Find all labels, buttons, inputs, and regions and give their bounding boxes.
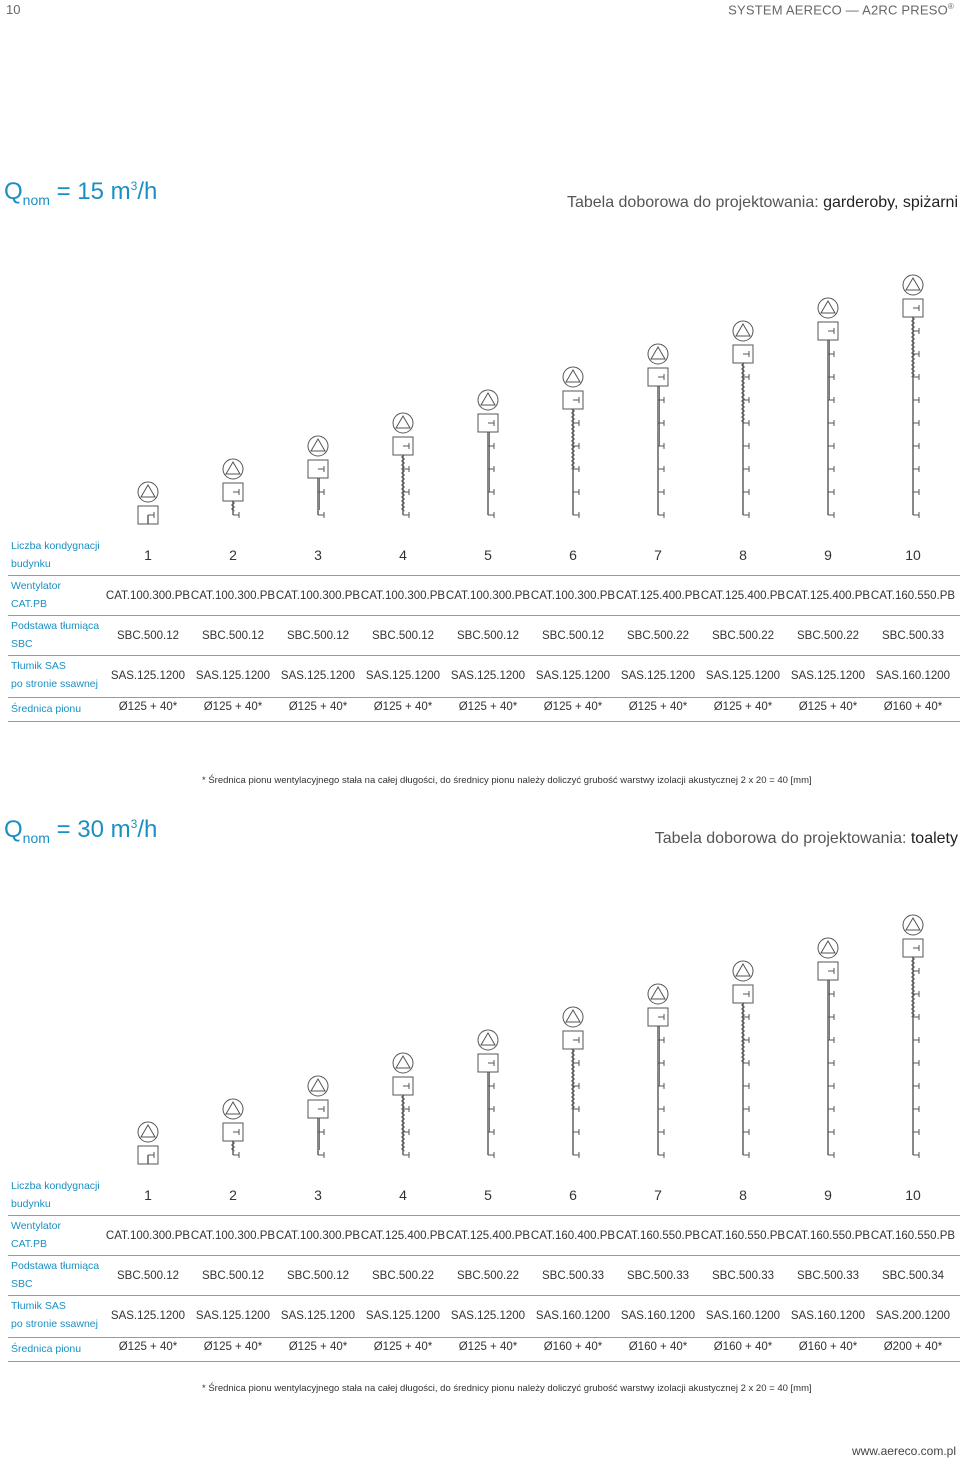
table-row-diameter bbox=[8, 697, 960, 722]
table-cell: SBC.500.22 bbox=[371, 1270, 434, 1282]
riser-3 bbox=[308, 1076, 328, 1158]
row-label bbox=[11, 1297, 98, 1333]
table-cell: CAT.100.300.PB bbox=[190, 590, 276, 602]
row-label bbox=[11, 700, 81, 718]
table-cell: 8 bbox=[739, 1187, 747, 1203]
table-cell: Ø160 + 40* bbox=[883, 701, 943, 713]
table-cell: SAS.125.1200 bbox=[450, 1310, 526, 1322]
table-cell: 3 bbox=[314, 1187, 322, 1203]
table-cell: SBC.500.33 bbox=[541, 1270, 604, 1282]
table-cell: SAS.160.1200 bbox=[875, 670, 951, 682]
table-subtitle bbox=[655, 830, 958, 848]
table-cell: SBC.500.33 bbox=[796, 1270, 859, 1282]
table-cell: 4 bbox=[399, 1187, 407, 1203]
riser-7 bbox=[648, 344, 668, 518]
table-cell: 7 bbox=[654, 1187, 662, 1203]
riser-3 bbox=[308, 436, 328, 518]
row-label-line: po stronie ssawnej bbox=[11, 1318, 98, 1330]
table-cell: 6 bbox=[569, 1187, 577, 1203]
table-cell: SAS.160.1200 bbox=[620, 1310, 696, 1322]
table-cell: Ø125 + 40* bbox=[628, 701, 688, 713]
table-row-fan bbox=[8, 1215, 960, 1256]
q-unit: /h bbox=[137, 178, 158, 205]
table-cell: SBC.500.12 bbox=[286, 630, 349, 642]
row-label-line: budynku bbox=[11, 1198, 51, 1210]
row-label-line: budynku bbox=[11, 558, 51, 570]
riser-2 bbox=[223, 1099, 243, 1158]
riser-8 bbox=[733, 961, 753, 1158]
riser-2 bbox=[223, 459, 243, 518]
riser-1 bbox=[138, 482, 158, 524]
table-cell: SBC.500.33 bbox=[711, 1270, 774, 1282]
riser-10 bbox=[903, 915, 923, 1158]
table-cell: 10 bbox=[905, 547, 921, 563]
row-label bbox=[11, 1340, 81, 1358]
table-cell: SAS.160.1200 bbox=[535, 1310, 611, 1322]
row-label-line: Średnica pionu bbox=[11, 1343, 82, 1355]
table-cell: Ø125 + 40* bbox=[373, 1341, 433, 1353]
table-cell: Ø125 + 40* bbox=[118, 1341, 178, 1353]
subtitle-prefix: Tabela doborowa do projektowania: bbox=[566, 194, 824, 211]
table-cell: CAT.160.550.PB bbox=[700, 1230, 786, 1242]
table-cell: CAT.125.400.PB bbox=[785, 590, 871, 602]
table-cell: SBC.500.34 bbox=[881, 1270, 944, 1282]
table-row-fan bbox=[8, 575, 960, 616]
table-cell: Ø160 + 40* bbox=[713, 1341, 773, 1353]
table-cell: 5 bbox=[484, 1187, 492, 1203]
table-cell: 5 bbox=[484, 547, 492, 563]
table-cell: 3 bbox=[314, 547, 322, 563]
row-label-line: Podstawa tłumiąca bbox=[11, 620, 100, 632]
row-label bbox=[11, 657, 98, 693]
table-cell: CAT.160.550.PB bbox=[870, 1230, 956, 1242]
table-cell: CAT.100.300.PB bbox=[360, 590, 446, 602]
table-cell: SAS.125.1200 bbox=[195, 1310, 271, 1322]
table-row-base bbox=[8, 615, 960, 656]
row-label bbox=[11, 577, 61, 613]
table-cell: SAS.125.1200 bbox=[450, 670, 526, 682]
table-cell: CAT.100.300.PB bbox=[530, 590, 616, 602]
table-cell: Ø160 + 40* bbox=[628, 1341, 688, 1353]
q-value: = 30 m bbox=[56, 816, 131, 843]
riser-6 bbox=[563, 1007, 583, 1158]
q-symbol: Q bbox=[4, 178, 23, 205]
table-cell: 1 bbox=[144, 1187, 152, 1203]
riser-6 bbox=[563, 367, 583, 518]
row-label bbox=[11, 1177, 100, 1213]
riser-9 bbox=[818, 938, 838, 1158]
table-cell: SBC.500.12 bbox=[201, 1270, 264, 1282]
table-cell: CAT.100.300.PB bbox=[105, 1230, 191, 1242]
riser-1 bbox=[138, 1122, 158, 1164]
riser-diagram bbox=[0, 225, 960, 525]
table-cell: SAS.125.1200 bbox=[705, 670, 781, 682]
table-cell: Ø125 + 40* bbox=[713, 701, 773, 713]
footnote: * Średnica pionu wentylacyjnego stała na całej długości, do średnicy pionu należy doliczyć grubość warstwy izolacji akustycznej 2 x 20 = 40 [mm] bbox=[202, 1383, 812, 1394]
table-cell: 1 bbox=[144, 547, 152, 563]
table-cell: SAS.125.1200 bbox=[280, 670, 356, 682]
table-cell: CAT.160.550.PB bbox=[785, 1230, 871, 1242]
row-label-line: po stronie ssawnej bbox=[11, 678, 98, 690]
table-cell: SAS.125.1200 bbox=[620, 670, 696, 682]
q-subscript: nom bbox=[22, 191, 50, 208]
table-cell: Ø125 + 40* bbox=[373, 701, 433, 713]
registered-mark: ® bbox=[947, 2, 954, 11]
table-cell: CAT.125.400.PB bbox=[700, 590, 786, 602]
table-cell: SAS.125.1200 bbox=[110, 670, 186, 682]
table-cell: Ø125 + 40* bbox=[543, 701, 603, 713]
flow-rate-heading bbox=[4, 178, 157, 208]
riser-5 bbox=[478, 390, 498, 518]
table-row-floors bbox=[8, 1175, 960, 1216]
table-cell: 8 bbox=[739, 547, 747, 563]
table-cell: CAT.160.550.PB bbox=[870, 590, 956, 602]
q-unit: /h bbox=[137, 816, 158, 843]
table-cell: 9 bbox=[824, 1187, 832, 1203]
table-cell: SAS.160.1200 bbox=[705, 1310, 781, 1322]
riser-5 bbox=[478, 1030, 498, 1158]
row-label bbox=[11, 1257, 99, 1293]
page-number: 10 bbox=[6, 2, 21, 17]
row-label-line: Wentylator bbox=[11, 1220, 61, 1232]
row-label-line: Tłumik SAS bbox=[11, 1300, 66, 1312]
table-cell: Ø125 + 40* bbox=[288, 701, 348, 713]
table-cell: 6 bbox=[569, 547, 577, 563]
table-cell: CAT.100.300.PB bbox=[105, 590, 191, 602]
document-title bbox=[728, 2, 954, 17]
table-cell: SBC.500.12 bbox=[116, 630, 179, 642]
riser-4 bbox=[393, 1053, 413, 1158]
table-cell: Ø125 + 40* bbox=[203, 1341, 263, 1353]
row-label-line: CAT.PB bbox=[11, 1238, 47, 1250]
footnote: * Średnica pionu wentylacyjnego stała na całej długości, do średnicy pionu należy doliczyć grubość warstwy izolacji akustycznej 2 x 20 = 40 [mm] bbox=[202, 775, 812, 786]
q-value: = 15 m bbox=[56, 178, 131, 205]
riser-10 bbox=[903, 275, 923, 518]
riser-4 bbox=[393, 413, 413, 518]
table-cell: Ø160 + 40* bbox=[798, 1341, 858, 1353]
table-cell: SBC.500.12 bbox=[371, 630, 434, 642]
q-superscript: 3 bbox=[130, 817, 138, 831]
table-row-silencer bbox=[8, 655, 960, 698]
table-cell: SBC.500.22 bbox=[626, 630, 689, 642]
table-cell: SAS.160.1200 bbox=[790, 1310, 866, 1322]
table-cell: SBC.500.33 bbox=[626, 1270, 689, 1282]
table-cell: 2 bbox=[229, 547, 237, 563]
table-cell: SAS.125.1200 bbox=[365, 670, 441, 682]
row-label-line: Liczba kondygnacji bbox=[11, 540, 100, 552]
table-cell: SBC.500.22 bbox=[456, 1270, 519, 1282]
table-cell: 9 bbox=[824, 547, 832, 563]
table-cell: SBC.500.12 bbox=[456, 630, 519, 642]
table-cell: SAS.200.1200 bbox=[875, 1310, 951, 1322]
table-subtitle bbox=[567, 194, 958, 212]
row-label-line: Tłumik SAS bbox=[11, 660, 66, 672]
subtitle-room-type: toalety bbox=[910, 830, 958, 847]
row-label-line: CAT.PB bbox=[11, 598, 47, 610]
row-label-line: Podstawa tłumiąca bbox=[11, 1260, 100, 1272]
row-label bbox=[11, 617, 99, 653]
table-cell: SBC.500.22 bbox=[796, 630, 859, 642]
table-row-floors bbox=[8, 535, 960, 576]
row-label-line: SBC bbox=[11, 638, 33, 650]
riser-7 bbox=[648, 984, 668, 1158]
table-cell: CAT.160.550.PB bbox=[615, 1230, 701, 1242]
row-label-line: Średnica pionu bbox=[11, 703, 82, 715]
table-cell: CAT.100.300.PB bbox=[275, 590, 361, 602]
row-label-line: SBC bbox=[11, 1278, 33, 1290]
row-label-line: Liczba kondygnacji bbox=[11, 1180, 100, 1192]
table-cell: CAT.100.300.PB bbox=[275, 1230, 361, 1242]
row-label bbox=[11, 537, 100, 573]
row-label-line: Wentylator bbox=[11, 580, 61, 592]
table-row-silencer bbox=[8, 1295, 960, 1338]
q-symbol: Q bbox=[4, 816, 23, 843]
table-cell: Ø125 + 40* bbox=[458, 701, 518, 713]
subtitle-room-type: garderoby, spiżarni bbox=[823, 194, 958, 211]
table-cell: CAT.125.400.PB bbox=[445, 1230, 531, 1242]
table-cell: SAS.125.1200 bbox=[195, 670, 271, 682]
table-cell: SBC.500.12 bbox=[541, 630, 604, 642]
table-cell: Ø125 + 40* bbox=[118, 701, 178, 713]
table-cell: Ø200 + 40* bbox=[883, 1341, 943, 1353]
table-cell: SBC.500.33 bbox=[881, 630, 944, 642]
riser-8 bbox=[733, 321, 753, 518]
table-row-diameter bbox=[8, 1337, 960, 1362]
table-cell: Ø125 + 40* bbox=[798, 701, 858, 713]
table-cell: 10 bbox=[905, 1187, 921, 1203]
riser-9 bbox=[818, 298, 838, 518]
table-cell: Ø125 + 40* bbox=[203, 701, 263, 713]
table-cell: Ø160 + 40* bbox=[543, 1341, 603, 1353]
table-cell: CAT.160.400.PB bbox=[530, 1230, 616, 1242]
table-cell: 7 bbox=[654, 547, 662, 563]
table-cell: 2 bbox=[229, 1187, 237, 1203]
table-cell: CAT.125.400.PB bbox=[615, 590, 701, 602]
document-title-text: SYSTEM AERECO — A2RC PRESO bbox=[728, 2, 948, 18]
table-cell: SBC.500.12 bbox=[286, 1270, 349, 1282]
row-label bbox=[11, 1217, 61, 1253]
table-cell: SAS.125.1200 bbox=[535, 670, 611, 682]
table-cell: CAT.100.300.PB bbox=[445, 590, 531, 602]
flow-rate-heading bbox=[4, 816, 157, 846]
table-cell: SBC.500.12 bbox=[116, 1270, 179, 1282]
table-cell: Ø125 + 40* bbox=[288, 1341, 348, 1353]
website-link[interactable]: www.aereco.com.pl bbox=[851, 1444, 956, 1458]
table-cell: SBC.500.22 bbox=[711, 630, 774, 642]
table-cell: SAS.125.1200 bbox=[280, 1310, 356, 1322]
table-cell: SBC.500.12 bbox=[201, 630, 264, 642]
table-cell: SAS.125.1200 bbox=[790, 670, 866, 682]
subtitle-prefix: Tabela doborowa do projektowania: bbox=[654, 830, 911, 847]
table-cell: SAS.125.1200 bbox=[110, 1310, 186, 1322]
table-cell: Ø125 + 40* bbox=[458, 1341, 518, 1353]
table-row-base bbox=[8, 1255, 960, 1296]
q-subscript: nom bbox=[22, 829, 50, 846]
table-cell: CAT.100.300.PB bbox=[190, 1230, 276, 1242]
table-cell: SAS.125.1200 bbox=[365, 1310, 441, 1322]
riser-diagram bbox=[0, 865, 960, 1165]
q-superscript: 3 bbox=[130, 179, 138, 193]
table-cell: CAT.125.400.PB bbox=[360, 1230, 446, 1242]
table-cell: 4 bbox=[399, 547, 407, 563]
